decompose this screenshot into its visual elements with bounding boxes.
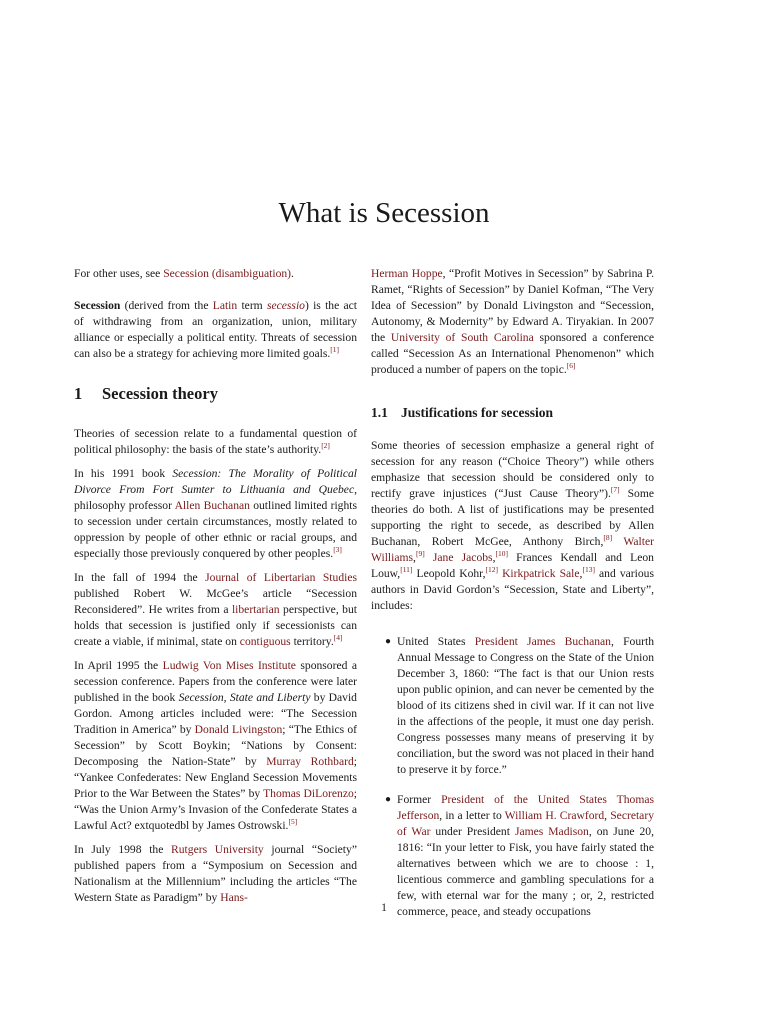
ref-link[interactable]: [1] [330, 345, 340, 355]
mises-institute-link[interactable]: Ludwig Von Mises Institute [162, 659, 296, 672]
ref-link[interactable]: [3] [333, 545, 342, 555]
paragraph-mises: In April 1995 the Ludwig Von Mises Institute sponsored a secession conference. Papers from the conference were later published in the book Secession, State and Liberty by David Gordon. Among articles included were: “The Secession Tradition in America” by Donald Livingston; “The Ethics of Secession” by Scott Boykin; “Nations by Consent: Decomposing the Nation-State” by Murray Rothbard; “Yankee Confederates: New England Secession Movements Prior to the War Between the States” by Thomas DiLorenzo; “Was the Union Army’s Invasion of the Confederate States a Lawful Act? extquotedbl by James Ostrowski.[5] [74, 659, 357, 832]
contiguous-link[interactable]: contiguous [239, 635, 291, 648]
paragraph-justifications: Some theories of secession emphasize a general right of secession for any reason (“Choice Theory”) while others emphasize that secession should be considered only to rectify grave injustices (“Just Cause Theory”).[7] Some theories do both. A list of justifications may be presented supporting the right to secede, as described by Allen Buchanan, Robert McGee, Anthony Birch,[8] Walter Williams,[9] Jane Jacobs,[10] Frances Kendall and Leon Louw,[11] Leopold Kohr,[12] Kirkpatrick Sale,[13] and various authors in David Gordon’s “Secession, State and Liberty”, includes: [371, 439, 654, 612]
paragraph-journal: In the fall of 1994 the Journal of Libertarian Studies published Robert W. McGee’s article “Secession Reconsidered”. He writes from a libertarian perspective, but holds that secession is justified only if secessionists can create a viable, if minimal, state on contiguous territory.[4] [74, 571, 357, 648]
hans-hermann-hoppe-link[interactable]: Herman Hoppe [371, 267, 443, 280]
bullet-icon: ● [385, 636, 392, 647]
right-column [371, 266, 654, 934]
bullet-icon: ● [385, 794, 392, 805]
ref-link[interactable]: [4] [333, 633, 343, 643]
list-item: ● Former President of the United States Thomas Jefferson, in a letter to William H. Crawford, Secretary of War under President James Madison, on June 20, 1816: “In your letter to Fisk, you have fairly stated the alternatives between which we are to choose : 1, licentious commerce and gambling speculations for a few, with eternal war for the many ; or, 2, restricted commerce, peace, and steady occupations [385, 793, 655, 918]
ref-link[interactable]: [6] [566, 361, 576, 371]
thomas-jefferson-link[interactable]: President of the United States Thomas Jefferson [397, 793, 655, 822]
ref-link[interactable]: [2] [321, 441, 330, 451]
william-crawford-link[interactable]: William H. Crawford [504, 809, 605, 822]
hans-hermann-hoppe-link[interactable]: Hans- [220, 891, 248, 904]
page-number: 1 [381, 901, 387, 914]
ref-link[interactable]: [9] [415, 549, 425, 559]
section-heading-secession-theory: 1 Secession theory [74, 384, 218, 403]
kirkpatrick-sale-link[interactable]: Kirkpatrick Sale [502, 567, 580, 580]
james-madison-link[interactable]: James Madison [514, 825, 589, 838]
allen-buchanan-link[interactable]: Allen Buchanan [174, 499, 250, 512]
murray-rothbard-link[interactable]: Murray Rothbard [266, 755, 354, 768]
rutgers-university-link[interactable]: Rutgers University [171, 843, 264, 856]
latin-link[interactable]: Latin [212, 299, 238, 312]
donald-livingston-link[interactable]: Donald Livingston [194, 723, 283, 736]
ref-link[interactable]: [11] [400, 565, 413, 575]
secessio-link[interactable]: secessio [266, 299, 305, 312]
ref-link[interactable]: [5] [288, 817, 298, 827]
justifications-list [371, 634, 654, 920]
journal-libertarian-studies-link[interactable]: Journal of Libertarian Studies [205, 571, 357, 584]
left-column [74, 266, 357, 914]
jane-jacobs-link[interactable]: Jane Jacobs [432, 551, 493, 564]
subsection-heading-justifications: 1.1 Justifications for secession [371, 405, 553, 420]
libertarian-link[interactable]: libertarian [231, 603, 280, 616]
south-carolina-link[interactable]: University of South Carolina [390, 331, 534, 344]
intro-paragraph: Secession (derived from the Latin term secessio) is the act of withdrawing from an organization, union, military alliance or especially a political entity. Threats of secession can also be a strategy for achieving more limited goals.[1] [74, 299, 358, 360]
thomas-dilorenzo-link[interactable]: Thomas DiLorenzo [263, 787, 354, 800]
paragraph-hoppe-continued: Herman Hoppe, “Profit Motives in Secession” by Sabrina P. Ramet, “Rights of Secession” by Daniel Kofman, “The Very Idea of Secession” by Donald Livingston and “Secession, Autonomy, & Modernity” by Edward A. Tiryakian. In 2007 the University of South Carolina sponsored a conference called “Secession As an International Phenomenon” which produced a number of papers on the topic.[6] [371, 267, 655, 376]
ref-link[interactable]: [13] [582, 565, 595, 575]
intro-bold-term: Secession [74, 299, 121, 312]
president-james-buchanan-link[interactable]: President James Buchanan [474, 635, 611, 648]
ref-link[interactable]: [7] [610, 485, 620, 495]
walter-williams-link[interactable]: Walter Williams [371, 535, 654, 564]
ref-link[interactable]: [12] [485, 565, 498, 575]
other-uses-note: For other uses, see Secession (disambiguation). [74, 267, 294, 280]
list-item: ● United States President James Buchanan, Fourth Annual Message to Congress on the State of the Union December 3, 1860: “The fact is that our Union rests upon public opinion, and can never be cemented by the blood of its citizens shed in civil war. If it can not live in the affections of the people, it must one day perish. Congress possesses many means of preserving it by conciliation, but the sword was not placed in their hand to preserve it by force.” [385, 635, 655, 776]
paragraph-rutgers: In July 1998 the Rutgers University journal “Society” published papers from a “Symposium on Secession and Nationalism at the Millennium” including the articles “The Western State as Paradigm” by Hans- [74, 843, 357, 904]
book-title: Secession, State and Liberty [178, 691, 311, 704]
paragraph-theories: Theories of secession relate to a fundamental question of political philosophy: the basis of the state’s authority.[2] [74, 427, 357, 456]
disambiguation-link[interactable]: Secession (disambiguation) [163, 267, 292, 280]
ref-link[interactable]: [8] [603, 533, 613, 543]
paragraph-buchanan: In his 1991 book Secession: The Morality of Political Divorce From Fort Sumter to Lithuania and Quebec, philosophy professor Allen Buchanan outlined limited rights to secession under certain circumstances, mostly related to oppression by people of other ethnic or racial groups, and especially those previously conquered by other peoples.[3] [74, 467, 357, 560]
book-title: Secession: The Morality of Political Divorce From Fort Sumter to Lithuania and Quebec [74, 467, 357, 496]
secretary-of-war-link[interactable]: Secretary of War [397, 809, 654, 838]
page-title: What is Secession [278, 197, 490, 230]
ref-link[interactable]: [10] [495, 549, 508, 559]
